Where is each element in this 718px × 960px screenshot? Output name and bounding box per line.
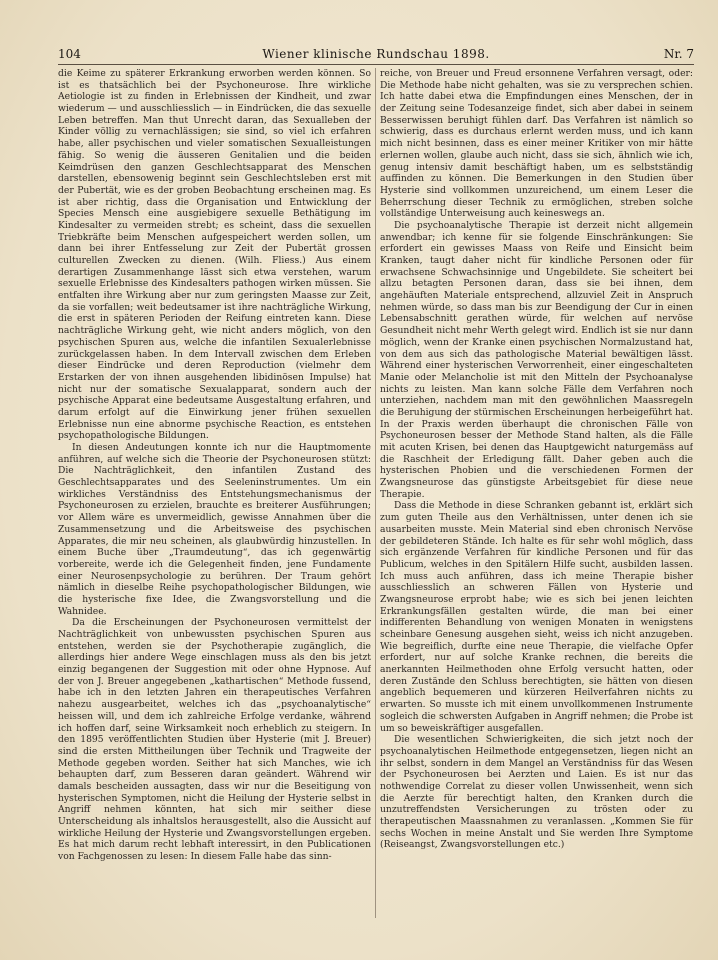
page-number: 104 bbox=[58, 47, 81, 61]
paragraph: Die psychoanalytische Therapie ist derzeit nicht allgemein anwendbar; ich kenne für sie folgende Einschränkungen: Sie erfordert ein gewisses Maass von Reife und Einsicht beim Kranken, taugt daher nicht für kindliche Personen oder für erwachsene Schwachsinnige und Ungebildete. Sie scheitert bei allzu betagten Personen daran, dass sie bei ihnen, dem angehäuften Materiale entsprechend, allzuviel Zeit in Anspruch nehmen würde, so dass man bis zur Beendigung der Cur in einen Lebensabschnitt gerathen würde, für welchen auf nervöse Gesundheit nicht mehr Werth gelegt wird. Endlich ist sie nur dann möglich, wenn der Kranke einen psychischen Normalzustand hat, von dem aus sich das pathologische Material bewältigen lässt. Während einer hysterischen Verworrenheit, einer eingeschalteten Manie oder Melancholie ist mit den Mitteln der Psychoanalyse nichts zu leisten. Man kann solche Fälle dem Verfahren noch unterziehen, nachdem man mit den gewöhnlichen Maassregeln die Beruhigung der stürmischen Erscheinungen herbeigeführt hat. In der Praxis werden überhaupt die chronischen Fälle von Psychoneurosen besser der Methode Stand halten, als die Fälle mit acuten Krisen, bei denen das Hauptgewicht naturgemäss auf die Raschheit der Erledigung fällt. Daher geben auch die hysterischen Phobien und die verschiedenen Formen der Zwangsneurose das günstigste Arbeitsgebiet für diese neue Therapie. bbox=[380, 219, 693, 500]
paragraph: Die wesentlichen Schwierigkeiten, die sich jetzt noch der psychoanalytischen Heilmethode entgegensetzen, liegen nicht an ihr selbst, sondern in dem Mangel an Verständniss für das Wesen der Psychoneurosen bei Aerzten und Laien. Es ist nur das nothwendige Correlat zu dieser vollen Unwissenheit, wenn sich die Aerzte für berechtigt halten, den Kranken durch die unzutreffendsten Versicherungen zu trösten oder zu therapeutischen Maassnahmen zu veranlassen. „Kommen Sie für sechs Wochen in meine Anstalt und Sie werden Ihre Symptome (Reiseangst, Zwangsvorstellungen etc.) bbox=[380, 734, 693, 851]
paragraph: reiche, von Breuer und Freud ersonnene Verfahren versagt, oder: Die Methode habe nicht gehalten, was sie zu versprechen schien. Ich hatte dabei etwa die Empfindungen eines Menschen, der in der Zeitung seine Todesanzeige findet, sich aber dabei in seinem Besserwissen beruhigt fühlen darf. Das Verfahren ist nämlich so schwierig, dass es durchaus erlernt werden muss, und ich kann mich nicht besinnen, dass es einer meiner Kritiker von mir hätte erlernen wollen, glaube auch nicht, dass sie sich, ähnlich wie ich, genug intensiv damit beschäftigt haben, um es selbstständig auffinden zu können. Die Bemerkungen in den Studien über Hysterie sind vollkommen unzureichend, um einem Leser die Beherrschung dieser Technik zu ermöglichen, streben solche vollständige Unterweisung auch keineswegs an. bbox=[380, 68, 693, 220]
issue-number: Nr. 7 bbox=[663, 47, 694, 61]
running-title: Wiener klinische Rundschau 1898. bbox=[262, 47, 490, 61]
paragraph: In diesen Andeutungen konnte ich nur die Hauptmomente anführen, auf welche sich die Theorie der Psychoneurosen stützt: Die Nachträglichkeit, den infantilen Zustand des Geschlechtsapparates und des Seeleninstrumentes. Um ein wirkliches Verständniss des Entstehungsmechanismus der Psychoneurosen zu erzielen, brauchte es breiterer Ausführungen; vor Allem wäre es unvermeidlich, gewisse Annahmen über die Zusammensetzung und die Arbeitsweise des psychischen Apparates, die mir neu scheinen, als glaubwürdig hinzustellen. In einem Buche über „Traumdeutung“, das ich gegenwärtig vorbereite, werde ich die Gelegenheit finden, jene Fundamente einer Neurosenpsychologie zu berühren. Der Traum gehört nämlich in dieselbe Reihe psychopathologischer Bildungen, wie die hysterische fixe Idee, die Zwangsvorstellung und die Wahnidee. bbox=[58, 442, 371, 617]
left-column bbox=[58, 68, 371, 920]
paragraph: Da die Erscheinungen der Psychoneurosen vermittelst der Nachträglichkeit von unbewussten psychischen Spuren aus entstehen, werden sie der Psychotherapie zugänglich, die allerdings hier andere Wege einschlagen muss als den bis jetzt einzig begangenen der Suggestion mit oder ohne Hypnose. Auf der von J. Breuer angegebenen „kathartischen“ Methode fussend, habe ich in den letzten Jahren ein therapeutisches Verfahren nahezu ausgearbeitet, welches ich das „psychoanalytische“ heissen will, und dem ich zahlreiche Erfolge verdanke, während ich hoffen darf, seine Wirksamkeit noch erheblich zu steigern. In den 1895 veröffentlichten Studien über Hysterie (mit J. Breuer) sind die ersten Mittheilungen über Technik und Tragweite der Methode gegeben worden. Seither hat sich Manches, wie ich behaupten darf, zum Besseren daran geändert. Während wir damals bescheiden aussagten, dass wir nur die Beseitigung von hysterischen Symptomen, nicht die Heilung der Hysterie selbst in Angriff nehmen könnten, hat sich mir seither diese Unterscheidung als inhaltslos herausgestellt, also die Aussicht auf wirkliche Heilung der Hysterie und Zwangsvorstellungen ergeben. Es hat mich darum recht lebhaft interessirt, in den Publicationen von Fachgenossen zu lesen: In diesem Falle habe das sinn- bbox=[58, 617, 371, 863]
right-column bbox=[380, 68, 693, 920]
column-divider bbox=[375, 68, 376, 918]
page-header bbox=[58, 46, 694, 62]
paragraph: die Keime zu späterer Erkrankung erworben werden können. So ist es thatsächlich bei der Psychoneurose. Ihre wirkliche Aetiologie ist zu finden in Erlebnissen der Kindheit, und zwar wiederum — und ausschliesslich — in Eindrücken, die das sexuelle Leben betreffen. Man thut Unrecht daran, das Sexualleben der Kinder völlig zu vernachlässigen; sie sind, so viel ich erfahren habe, aller psychischen und vieler somatischen Sexualleistungen fähig. So wenig die äusseren Genitalien und die beiden Keimdrüsen den ganzen Geschlechtsapparat des Menschen darstellen, ebensowenig beginnt sein Geschlechtsleben erst mit der Pubertät, wie es der groben Beobachtung erscheinen mag. Es ist aber richtig, dass die Organisation und Entwicklung der Species Mensch eine ausgiebigere sexuelle Bethätigung im Kindesalter zu vermeiden strebt; es scheint, dass die sexuellen Triebkräfte beim Menschen aufgespeichert werden sollen, um dann bei ihrer Entfesselung zur Zeit der Pubertät grossen culturellen Zwecken zu dienen. (Wilh. Fliess.) Aus einem derartigen Zusammenhange lässt sich etwa verstehen, warum sexuelle Erlebnisse des Kindesalters pathogen wirken müssen. Sie entfalten ihre Wirkung aber nur zum geringsten Maasse zur Zeit, da sie vorfallen; weit bedeutsamer ist ihre nachträgliche Wirkung, die erst in späteren Perioden der Reifung eintreten kann. Diese nachträgliche Wirkung geht, wie nicht anders möglich, von den psychischen Spuren aus, welche die infantilen Sexualerlebnisse zurückgelassen haben. In dem Intervall zwischen dem Erleben dieser Eindrücke und deren Reproduction (vielmehr dem Erstarken der von ihnen ausgehenden libidinösen Impulse) hat nicht nur der somatische Sexualapparat, sondern auch der psychische Apparat eine bedeutsame Ausgestaltung erfahren, und darum erfolgt auf die Einwirkung jener frühen sexuellen Erlebnisse nun eine abnorme psychische Reaction, es entstehen psychopathologische Bildungen. bbox=[58, 68, 371, 442]
header-rule bbox=[58, 64, 694, 65]
paragraph: Dass die Methode in diese Schranken gebannt ist, erklärt sich zum guten Theile aus den Verhältnissen, unter denen ich sie ausarbeiten musste. Mein Material sind eben chronisch Nervöse der gebildeteren Stände. Ich halte es für sehr wohl möglich, dass sich ergänzende Verfahren für kindliche Personen und für das Publicum, welches in den Spitälern Hilfe sucht, ausbilden lassen. Ich muss auch anführen, dass ich meine Therapie bisher ausschliesslich an schweren Fällen von Hysterie und Zwangsneurose erprobt habe; wie es sich bei jenen leichten Erkrankungsfällen gestalten würde, die man bei einer indifferenten Behandlung von wenigen Monaten in wenigstens scheinbare Genesung ausgehen sieht, weiss ich nicht anzugeben. Wie begreiflich, durfte eine neue Therapie, die vielfache Opfer erfordert, nur auf solche Kranke rechnen, die bereits die anerkannten Heilmethoden ohne Erfolg versucht hatten, oder deren Zustände den Schluss berechtigten, sie hätten von diesen angeblich bequemeren und kürzeren Heilverfahren nichts zu erwarten. So musste ich mit einem unvollkommenen Instrumente sogleich die schwersten Aufgaben in Angriff nehmen; die Probe ist um so beweiskräftiger ausgefallen. bbox=[380, 500, 693, 734]
